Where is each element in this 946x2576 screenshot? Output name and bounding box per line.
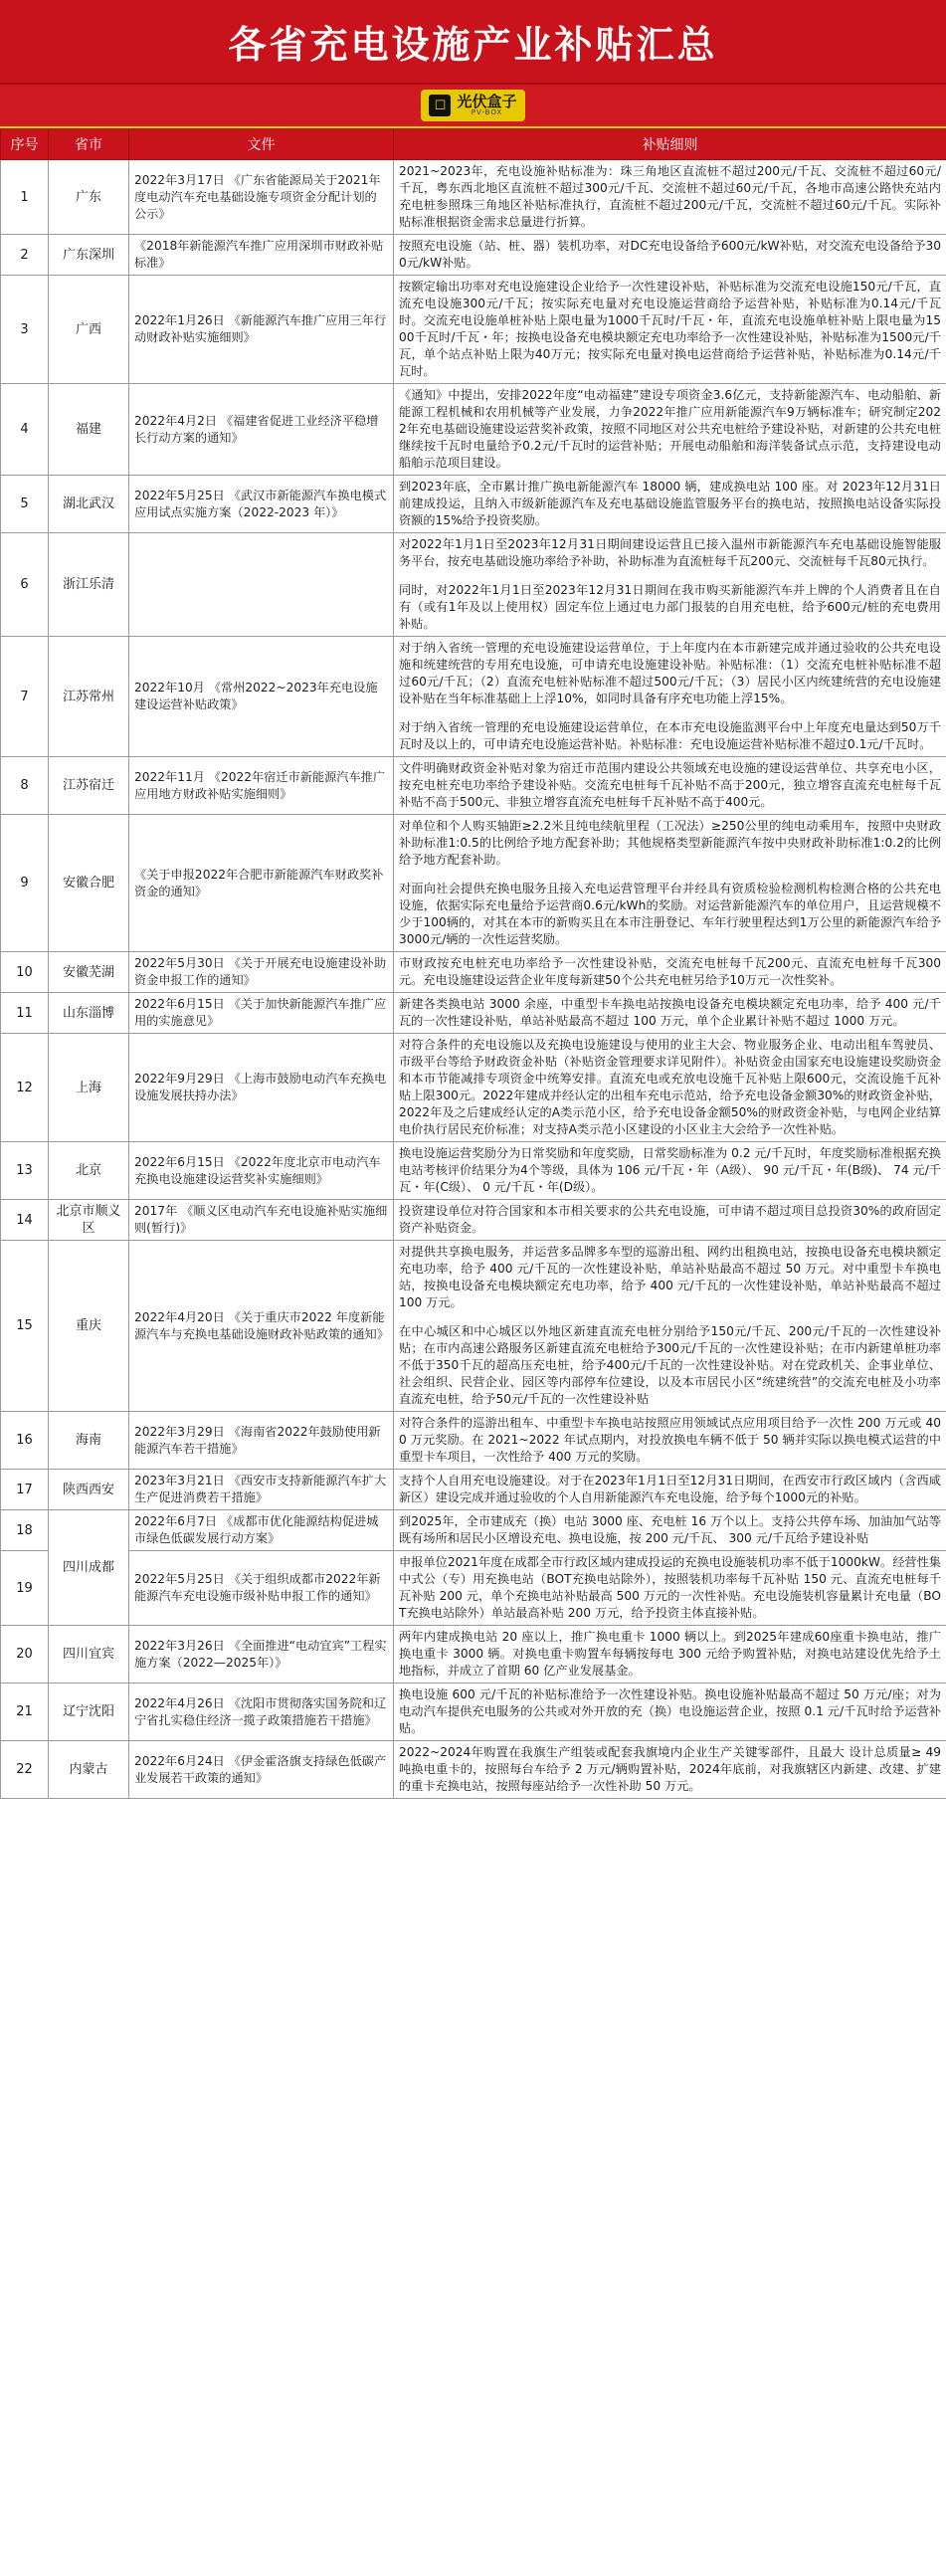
row-document: 2023年3月21日 《西安市支持新能源汽车扩大生产促进消费若干措施》 xyxy=(129,1470,394,1510)
detail-paragraph: 对单位和个人购买轴距≥2.2米且纯电续航里程（工况法）≥250公里的纯电动乘用车，按照中央财政补助标准1:0.5的比例给予地方配套补助；其他规格类型新能源汽车按中央财政补助标准1:0.2的比例给予地方配套补助。 xyxy=(399,819,941,867)
row-document: 2022年5月25日 《关于组织成都市2022年新能源汽车充电设施市级补贴申报工作的通知》 xyxy=(129,1551,394,1626)
row-number: 11 xyxy=(1,993,49,1034)
table-row xyxy=(1,1470,946,1510)
row-document: 2022年5月25日 《武汉市新能源汽车换电模式应用试点实施方案（2022-2023 年）》 xyxy=(129,476,394,533)
table-row xyxy=(1,1241,946,1412)
detail-paragraph: 对符合条件的充电设施以及充换电设施建设与使用的业主大会、物业服务企业、电动出租车驾驶员、市级平台等给予财政资金补贴（补贴资金管理要求详见附件）。补贴资金由国家充电设施建设奖励资金和本市节能减排专项资金中统筹安排。直流充电或充放电设施千瓦补贴上限600元，交流设施千瓦补贴上限300元。2022年建成并经认定的出租车充电示范站，给予充电设备金额30%的财政资金补贴，2022年及之后建成经认定的A类示范小区，给予充电设备金额50%的财政资金补贴，与电网企业结算电价执行居民充价标准；对支持A类示范小区建设的小区业主大会给予一次性补贴。 xyxy=(399,1038,941,1136)
row-detail xyxy=(394,993,946,1034)
header-detail: 补贴细则 xyxy=(394,129,946,160)
subsidy-table xyxy=(0,128,946,1799)
row-region: 浙江乐清 xyxy=(49,533,129,637)
detail-paragraph: 支持个人自用充电设施建设。对于在2023年1月1日至12月31日期间，在西安市行政区域内（含西咸新区）建设完成并通过验收的个人自用新能源汽车充电设施，给予每个1000元的补贴。 xyxy=(399,1474,941,1504)
table-row xyxy=(1,1626,946,1684)
detail-paragraph: 对面向社会提供充换电服务且接入充电运营管理平台并经具有资质检验检测机构检测合格的公共充电设施，依据实际充电量给予运营商0.6元/kWh的奖励。对运营新能源汽车的单位用户，且运营规模不少于100辆的，对其在本市的新购买且在本市注册登记、车年行驶里程达到1万公里的新能源汽车给予3000元/辆的一次性运营奖励。 xyxy=(399,882,941,946)
row-number: 5 xyxy=(1,476,49,533)
detail-paragraph: 到2025年，全市建成充（换）电站 3000 座、充电桩 16 万个以上。支持公共停车场、加油加气站等既有场所和居民小区增设充电、换电设施，按 200 元/千瓦、 300 元/千瓦给予建设补贴 xyxy=(399,1514,941,1545)
detail-paragraph: 按照充电设施（站、桩、器）装机功率，对DC充电设备给予600元/kW补贴，对交流充电设备给予300元/kW补贴。 xyxy=(399,239,941,270)
row-detail xyxy=(394,1684,946,1741)
row-document: 2022年4月26日 《沈阳市贯彻落实国务院和辽宁省扎实稳住经济一揽子政策措施若干措施》 xyxy=(129,1684,394,1741)
detail-paragraph: 按额定输出功率对充电设施建设企业给予一次性建设补贴，补贴标准为交流充电设施150元/千瓦，直流充电设施300元/千瓦；按实际充电量对充电设施运营商给予运营补贴，补贴标准为0.14元/千瓦时。交流充电设施单桩补贴上限电量为1000千瓦时/千瓦・年，直流充电设施单桩补贴上限电量为1500千瓦时/千瓦・年；按换电设备充电模块额定充电功率给予一次性建设补贴，补贴标准为1500元/千瓦，单个站点补贴上限为40万元；按实际充电量对换电运营商给予运营补贴，补贴标准为0.14元/千瓦时。 xyxy=(399,280,941,378)
row-number: 14 xyxy=(1,1200,49,1241)
row-number: 12 xyxy=(1,1034,49,1142)
row-detail xyxy=(394,637,946,757)
row-document: 2022年6月15日 《关于加快新能源汽车推广应用的实施意见》 xyxy=(129,993,394,1034)
detail-paragraph: 换电设施 600 元/千瓦的补贴标准给予一次性建设补贴。换电设施补贴最高不超过 50 万元/座；对为电动汽车提供充电服务的公共或对外开放的充（换）电设施运营企业，按照 0.1 元/千瓦时给予运营补贴。 xyxy=(399,1687,941,1735)
row-region: 海南 xyxy=(49,1412,129,1470)
table-row xyxy=(1,1741,946,1799)
row-region: 广西 xyxy=(49,276,129,384)
row-region: 湖北武汉 xyxy=(49,476,129,533)
row-number: 19 xyxy=(1,1551,49,1626)
row-region: 山东淄博 xyxy=(49,993,129,1034)
row-number: 9 xyxy=(1,815,49,952)
row-region: 四川成都 xyxy=(49,1510,129,1626)
row-document: 2022年4月20日 《关于重庆市2022 年度新能源汽车与充换电基础设施财政补贴政策的通知》 xyxy=(129,1241,394,1412)
row-number: 18 xyxy=(1,1510,49,1551)
row-region: 北京市顺义区 xyxy=(49,1200,129,1241)
row-detail xyxy=(394,1200,946,1241)
table-row xyxy=(1,1551,946,1626)
detail-paragraph: 2021~2023年，充电设施补贴标准为：珠三角地区直流桩不超过200元/千瓦、交流桩不超过60元/千瓦，粤东西北地区直流桩不超过300元/千瓦、交流桩不超过60元/千瓦，各地市高速公路快充站内充电桩参照珠三角地区补贴标准执行，直流桩不超过200元/千瓦，交流桩不超过60元/千瓦。实际补贴标准根据资金需求总量进行折算。 xyxy=(399,164,941,229)
row-detail xyxy=(394,1034,946,1142)
row-number: 22 xyxy=(1,1741,49,1799)
row-detail xyxy=(394,1142,946,1200)
detail-paragraph: 投资建设单位对符合国家和本市相关要求的公共充电设施，可申请不超过项目总投资30%的政府固定资产补贴资金。 xyxy=(399,1204,941,1235)
detail-paragraph: 对2022年1月1日至2023年12月31日期间建设运营且已接入温州市新能源汽车充电基础设施智能服务平台，按充电基础设施功率给予补助，补助标准为直流桩每千瓦200元、交流桩每千瓦80元执行。 xyxy=(399,537,941,568)
row-detail xyxy=(394,276,946,384)
table-row xyxy=(1,1684,946,1741)
row-detail xyxy=(394,952,946,993)
table-row xyxy=(1,160,946,235)
row-detail xyxy=(394,384,946,476)
row-detail xyxy=(394,160,946,235)
row-document: 《关于申报2022年合肥市新能源汽车财政奖补资金的通知》 xyxy=(129,815,394,952)
row-region: 福建 xyxy=(49,384,129,476)
box-icon: ☐ xyxy=(429,95,451,116)
row-number: 13 xyxy=(1,1142,49,1200)
detail-paragraph: 2022~2024年购置在我旗生产组装或配套我旗境内企业生产关键零部件，且最大 设计总质量≥ 49 吨换电重卡的，按照每台车给予 2 万元/辆购置补贴，2024年底前，对我旗辖区内新建、改建、扩建的重卡充换电站，按照每座站给予一次性补助 50 万元。 xyxy=(399,1745,941,1793)
detail-paragraph: 同时，对2022年1月1日至2023年12月31日期间在我市购买新能源汽车并上牌的个人消费者且在自有（或有1年及以上使用权）固定车位上通过电力部门报装的自用充电桩，给予600元/桩的充电费用补贴。 xyxy=(399,583,941,631)
detail-paragraph: 在中心城区和中心城区以外地区新建直流充电桩分别给予150元/千瓦、200元/千瓦的一次性建设补贴；在市内高速公路服务区新建直流充电桩给予300元/千瓦的一次性建设补贴；在市内新建单桩功率不低于350千瓦的超高压充电桩，给予400元/千瓦的一次性建设补贴。对在党政机关、企事业单位、社会组织、民营企业、园区等内部停车位建设，以及本市居民小区“统建统营”的交流充电桩及小功率直流充电桩，给予50元/千瓦的一次性建设补贴 xyxy=(399,1324,941,1406)
table-row xyxy=(1,476,946,533)
row-document: 2022年9月29日 《上海市鼓励电动汽车充换电设施发展扶持办法》 xyxy=(129,1034,394,1142)
table-row xyxy=(1,1510,946,1551)
row-detail xyxy=(394,1626,946,1684)
row-region: 广东深圳 xyxy=(49,235,129,276)
table-row xyxy=(1,1200,946,1241)
row-region: 广东 xyxy=(49,160,129,235)
row-number: 10 xyxy=(1,952,49,993)
row-detail xyxy=(394,1470,946,1510)
row-number: 2 xyxy=(1,235,49,276)
row-detail xyxy=(394,1510,946,1551)
row-region: 江苏常州 xyxy=(49,637,129,757)
detail-paragraph: 申报单位2021年度在成都全市行政区域内建成投运的充换电设施装机功率不低于1000kW。经营性集中式公（专）用充换电站（BOT充换电站除外），按照装机功率每千瓦补贴 150 元、直流充电桩每千瓦补贴 200 元，单个充换电站补贴最高 500 万元的一次性补贴。充电设施装机容量累计充电量（BOT充换电站除外）单站最高补贴 200 万元，给予投资主体直接补贴。 xyxy=(399,1555,941,1620)
row-region: 重庆 xyxy=(49,1241,129,1412)
table-row xyxy=(1,1034,946,1142)
row-document: 2022年1月26日 《新能源汽车推广应用三年行动财政补贴实施细则》 xyxy=(129,276,394,384)
pv-box-logo xyxy=(421,90,524,121)
row-region: 北京 xyxy=(49,1142,129,1200)
row-detail xyxy=(394,1241,946,1412)
row-document: 2022年11月 《2022年宿迁市新能源汽车推广应用地方财政补贴实施细则》 xyxy=(129,757,394,815)
row-document: 2017年 《顺义区电动汽车充电设施补贴实施细则(暂行)》 xyxy=(129,1200,394,1241)
detail-paragraph: 两年内建成换电站 20 座以上，推广换电重卡 1000 辆以上。到2025年建成60座重卡换电站，推广换电重卡 3000 辆。对换电重卡购置车每辆按每电 300 元给予购置补贴，对换电站建设优先给予土地指标，并成立了首期 60 亿产业发展基金。 xyxy=(399,1630,941,1678)
row-detail xyxy=(394,757,946,815)
row-region: 辽宁沈阳 xyxy=(49,1684,129,1741)
header-doc: 文件 xyxy=(129,129,394,160)
header-region: 省市 xyxy=(49,129,129,160)
row-detail xyxy=(394,1551,946,1626)
table-row xyxy=(1,533,946,637)
table-row xyxy=(1,993,946,1034)
row-document: 2022年10月 《常州2022~2023年充电设施建设运营补贴政策》 xyxy=(129,637,394,757)
table-row xyxy=(1,637,946,757)
row-document: 《2018年新能源汽车推广应用深圳市财政补贴标准》 xyxy=(129,235,394,276)
page-title: 各省充电设施产业补贴汇总 xyxy=(0,0,946,85)
row-number: 21 xyxy=(1,1684,49,1741)
logo-strip xyxy=(0,85,946,128)
row-region: 内蒙古 xyxy=(49,1741,129,1799)
table-body xyxy=(1,160,946,1799)
detail-paragraph: 换电设施运营奖励分为日常奖励和年度奖励，日常奖励标准为 0.2 元/千瓦时，年度奖励标准根据充换电站考核评价结果分为4个等级，具体为 106 元/千瓦・年（A级）、 90 元/千瓦・年(B级)、 74 元/千瓦・年(C级）、 0 元/千瓦・年(D级）。 xyxy=(399,1146,941,1194)
row-region: 陕西西安 xyxy=(49,1470,129,1510)
table-row xyxy=(1,235,946,276)
row-region: 上海 xyxy=(49,1034,129,1142)
table-header-row xyxy=(1,129,946,160)
row-document: 2022年3月26日 《全面推进“电动宜宾”工程实施方案（2022—2025年）》 xyxy=(129,1626,394,1684)
row-number: 7 xyxy=(1,637,49,757)
row-detail xyxy=(394,235,946,276)
logo-subtext: PV-BOX xyxy=(471,108,503,116)
header-no: 序号 xyxy=(1,129,49,160)
detail-paragraph: 对于纳入省统一管理的充电设施建设运营单位，在本市充电设施监测平台中上年度充电量达到50万千瓦时及以上的，可申请充电设施运营补贴。补贴标准：充电设施运营补贴标准不超过0.1元/千瓦时。 xyxy=(399,720,941,751)
row-number: 6 xyxy=(1,533,49,637)
table-row xyxy=(1,276,946,384)
detail-paragraph: 对符合条件的巡游出租车、中重型卡车换电站按照应用领域试点应用项目给予一次性 200 万元或 400 万元奖励。在 2021~2022 年试点期内，对投放换电车辆不低于 50 辆并实际以换电模式运营的中重型卡车项目，一次性给予 400 万元的奖励。 xyxy=(399,1416,941,1464)
table-row xyxy=(1,815,946,952)
detail-paragraph: 《通知》中提出，安排2022年度“电动福建”建设专项资金3.6亿元，支持新能源汽车、电动船舶、新能源工程机械和农用机械等产业发展，力争2022年推广应用新能源汽车9万辆标准车；研究制定2022年充电基础设施建设运营奖补政策，按照不同地区对公共充电桩给予建设补贴，对新建的公共充电桩继续按千瓦时电量给予0.2元/千瓦时的运营补贴；开展电动船舶和海洋装备试点示范，支持建设电动船舶示范项目建设。 xyxy=(399,388,941,470)
row-number: 3 xyxy=(1,276,49,384)
row-detail xyxy=(394,815,946,952)
detail-paragraph: 对于纳入省统一管理的充电设施建设运营单位，于上年度内在本市新建完成并通过验收的公共充电设施和统建统营的专用充电设施，可申请充电设施建设补贴。补贴标准：（1）交流充电桩补贴标准不超过60元/千瓦；（2）直流充电桩补贴标准不超过500元/千瓦；（3）居民小区内统建统营的充电设施建设补贴在当年标准基础上上浮10%，如同时具备有序充电功能上浮15%。 xyxy=(399,641,941,705)
row-detail xyxy=(394,1412,946,1470)
logo-text: 光伏盒子 xyxy=(457,93,517,110)
table-row xyxy=(1,952,946,993)
detail-paragraph: 市财政按充电桩充电功率给予一次性建设补贴，交流充电桩每千瓦200元、直流充电桩每千瓦300元。充电设施建设运营企业年度每新建50个公共充电桩另给予10万元一次性奖补。 xyxy=(399,956,941,987)
row-document: 2022年4月2日 《福建省促进工业经济平稳增长行动方案的通知》 xyxy=(129,384,394,476)
detail-paragraph: 对提供共享换电服务，并运营多品牌多车型的巡游出租、网约出租换电站，按换电设备充电模块额定充电功率，给予 400 元/千瓦的一次性建设补贴，单站补贴最高不超过 50 万元。对中重型卡车换电站，按换电设备充电模块额定充电功率，给予 400 元/千瓦的一次性建设补贴，单站补贴最高不超过 100 万元。 xyxy=(399,1245,941,1309)
row-region: 四川宜宾 xyxy=(49,1626,129,1684)
table-row xyxy=(1,757,946,815)
row-document: 2022年6月15日 《2022年度北京市电动汽车充换电设施建设运营奖补实施细则》 xyxy=(129,1142,394,1200)
row-detail xyxy=(394,533,946,637)
row-detail xyxy=(394,1741,946,1799)
row-number: 8 xyxy=(1,757,49,815)
table-row xyxy=(1,1142,946,1200)
row-document: 2022年3月17日 《广东省能源局关于2021年度电动汽车充电基础设施专项资金分配计划的公示》 xyxy=(129,160,394,235)
row-detail xyxy=(394,476,946,533)
table-row xyxy=(1,384,946,476)
row-number: 1 xyxy=(1,160,49,235)
row-document: 2022年6月7日 《成都市优化能源结构促进城市绿色低碳发展行动方案》 xyxy=(129,1510,394,1551)
row-region: 安徽合肥 xyxy=(49,815,129,952)
detail-paragraph: 新建各类换电站 3000 余座，中重型卡车换电站按换电设备充电模块额定充电功率，给予 400 元/千瓦的一次性建设补贴，单站补贴最高不超过 100 万元，单个企业累计补贴不超过 1000 万元。 xyxy=(399,997,941,1028)
row-number: 15 xyxy=(1,1241,49,1412)
row-document: 2022年3月29日 《海南省2022年鼓励使用新能源汽车若干措施》 xyxy=(129,1412,394,1470)
row-document: 2022年6月24日 《伊金霍洛旗支持绿色低碳产业发展若干政策的通知》 xyxy=(129,1741,394,1799)
row-number: 4 xyxy=(1,384,49,476)
row-document: 2022年5月30日 《关于开展充电设施建设补助资金申报工作的通知》 xyxy=(129,952,394,993)
row-document xyxy=(129,533,394,637)
row-region: 江苏宿迁 xyxy=(49,757,129,815)
detail-paragraph: 文件明确财政资金补贴对象为宿迁市范围内建设公共领域充电设施的建设运营单位、共享充电小区，按充电桩充电功率给予建设补贴。交流充电桩每千瓦补贴不高于200元，独立增容直流充电桩每千瓦补贴不高于500元、非独立增容直流充电桩每千瓦补贴不高于400元。 xyxy=(399,761,941,809)
row-number: 16 xyxy=(1,1412,49,1470)
table-row xyxy=(1,1412,946,1470)
detail-paragraph: 到2023年底，全市累计推广换电新能源汽车 18000 辆，建成换电站 100 座。对 2023年12月31日前建成投运，且纳入市级新能源汽车及充电基础设施监管服务平台的换电站，按照换电站设备实际投资额的15%给予投资奖励。 xyxy=(399,480,941,527)
row-region: 安徽芜湖 xyxy=(49,952,129,993)
row-number: 17 xyxy=(1,1470,49,1510)
row-number: 20 xyxy=(1,1626,49,1684)
